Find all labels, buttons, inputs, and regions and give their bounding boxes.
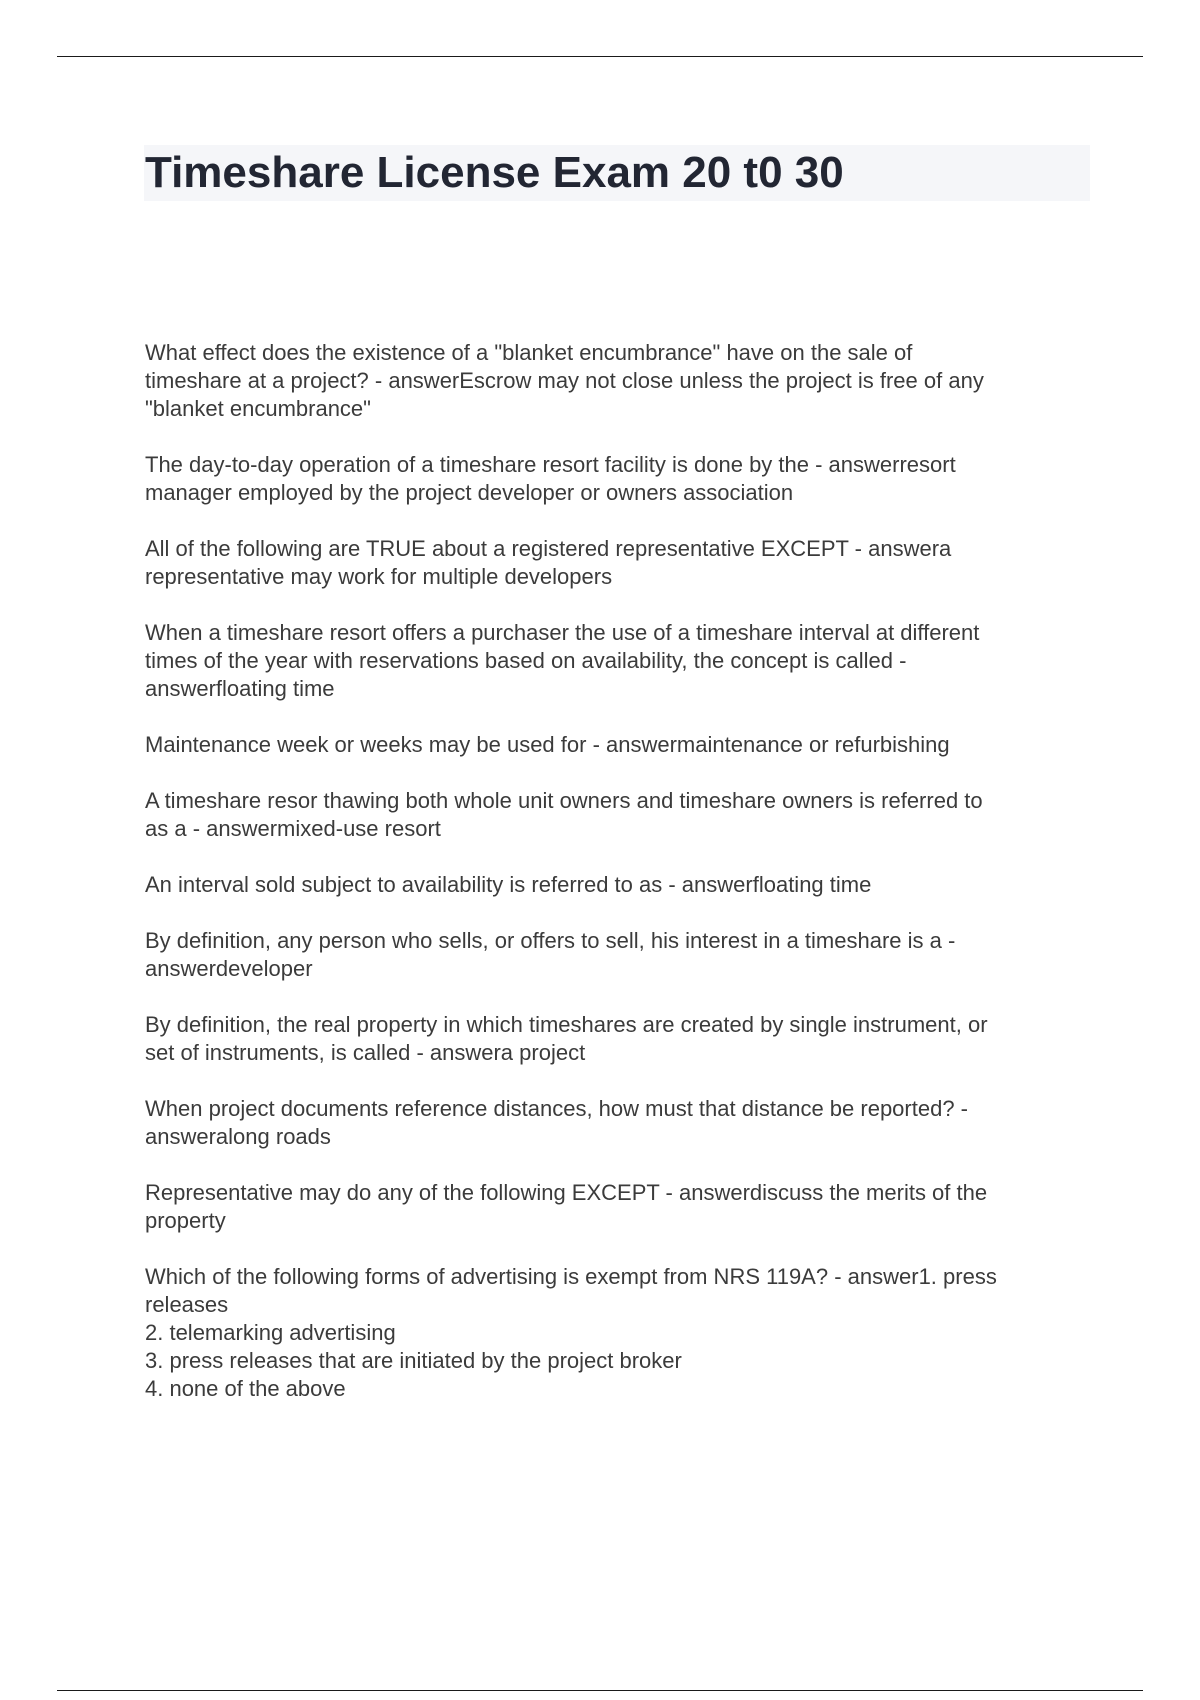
qa-line: By definition, the real property in which timeshares are created by single instrument, or: [145, 1012, 988, 1037]
qa-item-5: [145, 731, 1095, 759]
qa-line: Maintenance week or weeks may be used for - answermaintenance or refurbishing: [145, 732, 950, 757]
qa-line: When project documents reference distances, how must that distance be reported? -: [145, 1096, 968, 1121]
qa-item-3: [145, 535, 1095, 591]
qa-line: When a timeshare resort offers a purchaser the use of a timeshare interval at different: [145, 620, 980, 645]
question-answer-list: [145, 339, 1095, 1431]
qa-line: All of the following are TRUE about a registered representative EXCEPT - answera: [145, 536, 952, 561]
qa-line: "blanket encumbrance": [145, 396, 371, 421]
bottom-divider: [57, 1690, 1143, 1691]
top-divider: [57, 56, 1143, 57]
qa-line: set of instruments, is called - answera project: [145, 1040, 586, 1065]
qa-line: as a - answermixed-use resort: [145, 816, 441, 841]
qa-item-6: [145, 787, 1095, 843]
qa-line: times of the year with reservations based on availability, the concept is called -: [145, 648, 907, 673]
qa-line: property: [145, 1208, 226, 1233]
qa-item-11: [145, 1179, 1095, 1235]
qa-line: The day-to-day operation of a timeshare resort facility is done by the - answerresort: [145, 452, 956, 477]
qa-line: answerfloating time: [145, 676, 335, 701]
qa-line: An interval sold subject to availability is referred to as - answerfloating time: [145, 872, 872, 897]
qa-line: answerdeveloper: [145, 956, 313, 981]
qa-item-10: [145, 1095, 1095, 1151]
qa-line: Representative may do any of the following EXCEPT - answerdiscuss the merits of the: [145, 1180, 988, 1205]
qa-line: By definition, any person who sells, or offers to sell, his interest in a timeshare is a -: [145, 928, 956, 953]
qa-line: manager employed by the project developer or owners association: [145, 480, 794, 505]
qa-line: A timeshare resor thawing both whole unit owners and timeshare owners is referred to: [145, 788, 983, 813]
qa-line: releases: [145, 1292, 229, 1317]
qa-line: answeralong roads: [145, 1124, 331, 1149]
qa-line: 2. telemarking advertising: [145, 1320, 396, 1345]
qa-line: What effect does the existence of a "blanket encumbrance" have on the sale of: [145, 340, 913, 365]
qa-item-7: [145, 871, 1095, 899]
qa-item-12: [145, 1263, 1095, 1403]
qa-line: 4. none of the above: [145, 1376, 346, 1401]
qa-item-8: [145, 927, 1095, 983]
qa-item-4: [145, 619, 1095, 703]
qa-item-1: [145, 339, 1095, 423]
qa-item-2: [145, 451, 1095, 507]
qa-line: timeshare at a project? - answerEscrow may not close unless the project is free of any: [145, 368, 984, 393]
document-title: Timeshare License Exam 20 t0 30: [145, 148, 844, 197]
qa-line: representative may work for multiple developers: [145, 564, 613, 589]
qa-line: 3. press releases that are initiated by the project broker: [145, 1348, 682, 1373]
qa-line: Which of the following forms of advertising is exempt from NRS 119A? - answer1. press: [145, 1264, 997, 1289]
qa-item-9: [145, 1011, 1095, 1067]
